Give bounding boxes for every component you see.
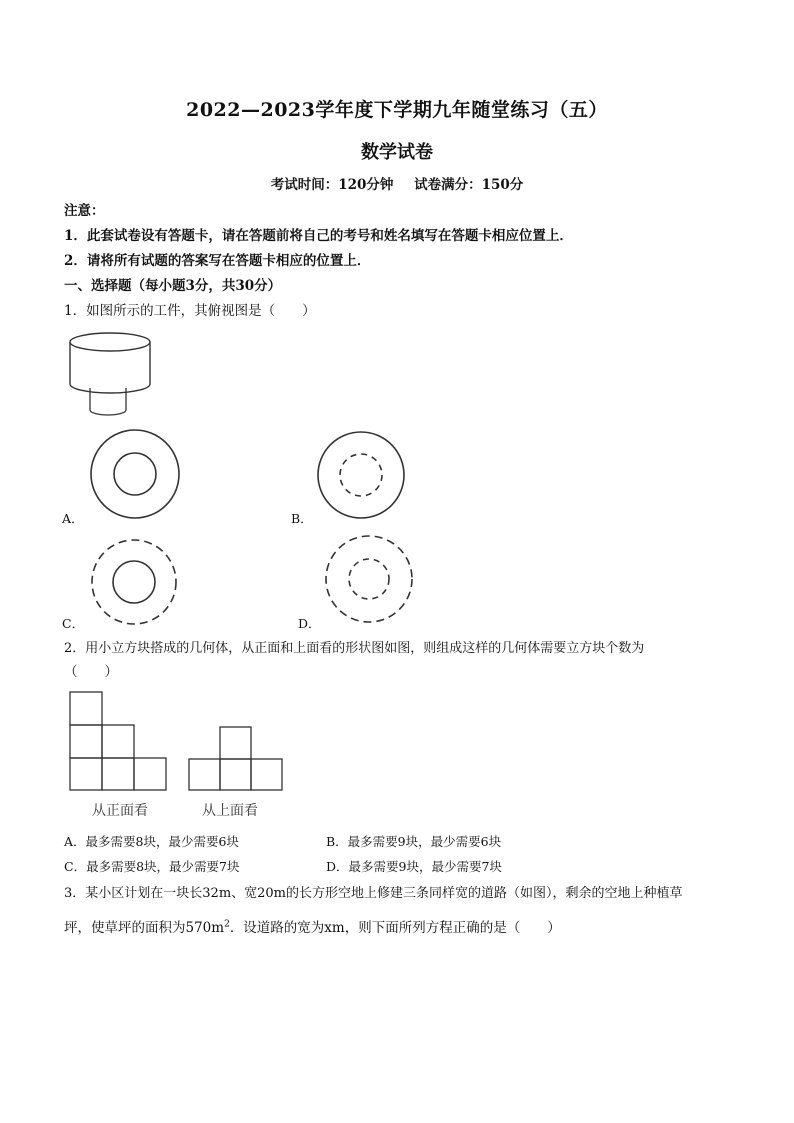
- exam-subtitle: 数学试卷: [361, 142, 433, 163]
- note-item-2: 2．请将所有试题的答案写在答题卡相应的位置上．: [64, 253, 371, 269]
- notes-label: 注意：: [64, 203, 105, 219]
- section-heading: 一、选择题（每小题3分，共30分）: [64, 278, 282, 294]
- q2-option-a[interactable]: A．最多需要8块，最少需要6块: [64, 834, 239, 849]
- note-item-1: 1．此套试卷设有答题卡，请在答题前将自己的考号和姓名填写在答题卡相应位置上．: [64, 228, 573, 244]
- q2-stem-line2: （ ）: [64, 664, 118, 680]
- q2-option-d[interactable]: D．最多需要9块，最少需要7块: [326, 859, 502, 874]
- exam-time: 考试时间：120分钟: [270, 177, 394, 193]
- q3-stem-line1: 3．某小区计划在一块长32m、宽20m的长方形空地上修建三条同样宽的道路（如图），剩余的空地上种植草: [64, 886, 683, 901]
- q2-front-view-figure: [70, 692, 170, 792]
- q1-option-b[interactable]: B．: [291, 511, 313, 526]
- q3-exponent: 2: [224, 919, 230, 930]
- exam-score: 试卷满分：150分: [414, 177, 524, 193]
- exam-title: 2022—2023学年度下学期九年随堂练习（五）: [186, 99, 608, 121]
- q1-option-a[interactable]: A．: [62, 511, 84, 526]
- q1-stem: 1．如图所示的工件，其俯视图是（ ）: [64, 303, 316, 319]
- q1-option-d[interactable]: D．: [298, 616, 321, 631]
- q1-option-a-figure: [88, 427, 182, 521]
- q3-stem-line2: [64, 916, 561, 936]
- q2-option-c[interactable]: C．最多需要8块，最少需要7块: [64, 859, 240, 874]
- q1-option-c-figure: [88, 536, 180, 628]
- q1-workpiece-figure: [66, 330, 158, 420]
- q2-caption-front: 从正面看: [92, 803, 148, 819]
- q2-caption-top: 从上面看: [202, 803, 258, 819]
- q3-stem-line2-b: ．设道路的宽为xm，则下面所列方程正确的是（ ）: [229, 920, 561, 936]
- q3-stem-line2-a: 坪，使草坪的面积为570m: [64, 920, 225, 936]
- q2-top-view-figure: [189, 727, 285, 793]
- q2-option-b[interactable]: B．最多需要9块，最少需要6块: [326, 834, 502, 849]
- q1-option-c[interactable]: C．: [62, 616, 85, 631]
- q1-option-d-figure: [323, 532, 415, 626]
- q2-stem-line1: 2．用小立方块搭成的几何体，从正面和上面看的形状图如图，则组成这样的几何体需要立方块个数为: [64, 641, 645, 656]
- q1-option-b-figure: [315, 429, 407, 521]
- exam-meta: [0, 173, 794, 193]
